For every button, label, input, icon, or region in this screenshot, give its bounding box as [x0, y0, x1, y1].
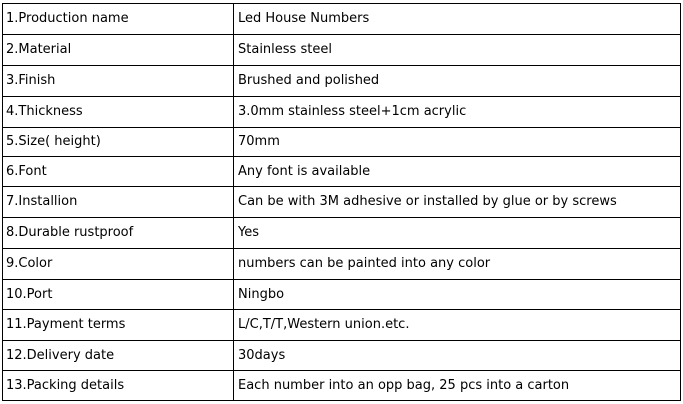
- table-row: [3, 128, 681, 157]
- spec-value-font: Any font is available: [234, 157, 681, 187]
- spec-label-packing-details: 13.Packing details: [3, 371, 234, 401]
- spec-value-production-name: Led House Numbers: [234, 4, 681, 35]
- spec-label-payment-terms: 11.Payment terms: [3, 310, 234, 341]
- spec-value-thickness: 3.0mm stainless steel+1cm acrylic: [234, 97, 681, 128]
- table-row: [3, 280, 681, 310]
- table-row: [3, 157, 681, 187]
- spec-value-port: Ningbo: [234, 280, 681, 310]
- table-row: [3, 4, 681, 35]
- spec-label-delivery-date: 12.Delivery date: [3, 341, 234, 371]
- spec-label-installion: 7.Installion: [3, 187, 234, 218]
- spec-label-thickness: 4.Thickness: [3, 97, 234, 128]
- spec-value-material: Stainless steel: [234, 35, 681, 66]
- spec-value-installion: Can be with 3M adhesive or installed by glue or by screws: [234, 187, 681, 218]
- table-row: [3, 97, 681, 128]
- table-row: [3, 218, 681, 249]
- spec-value-durable-rustproof: Yes: [234, 218, 681, 249]
- table-row: [3, 310, 681, 341]
- spec-label-finish: 3.Finish: [3, 66, 234, 97]
- table-row: [3, 249, 681, 280]
- table-row: [3, 341, 681, 371]
- spec-value-delivery-date: 30days: [234, 341, 681, 371]
- spec-label-production-name: 1.Production name: [3, 4, 234, 35]
- spec-label-durable-rustproof: 8.Durable rustproof: [3, 218, 234, 249]
- table-row: [3, 371, 681, 401]
- spec-label-size: 5.Size( height): [3, 128, 234, 157]
- table-row: [3, 66, 681, 97]
- table-row: [3, 187, 681, 218]
- spec-value-size: 70mm: [234, 128, 681, 157]
- spec-label-port: 10.Port: [3, 280, 234, 310]
- spec-value-color: numbers can be painted into any color: [234, 249, 681, 280]
- spec-value-finish: Brushed and polished: [234, 66, 681, 97]
- table-row: [3, 35, 681, 66]
- spec-value-payment-terms: L/C,T/T,Western union.etc.: [234, 310, 681, 341]
- spec-label-font: 6.Font: [3, 157, 234, 187]
- product-spec-table: [2, 3, 681, 401]
- spec-table-body: [3, 4, 681, 401]
- spec-label-material: 2.Material: [3, 35, 234, 66]
- spec-value-packing-details: Each number into an opp bag, 25 pcs into a carton: [234, 371, 681, 401]
- spec-label-color: 9.Color: [3, 249, 234, 280]
